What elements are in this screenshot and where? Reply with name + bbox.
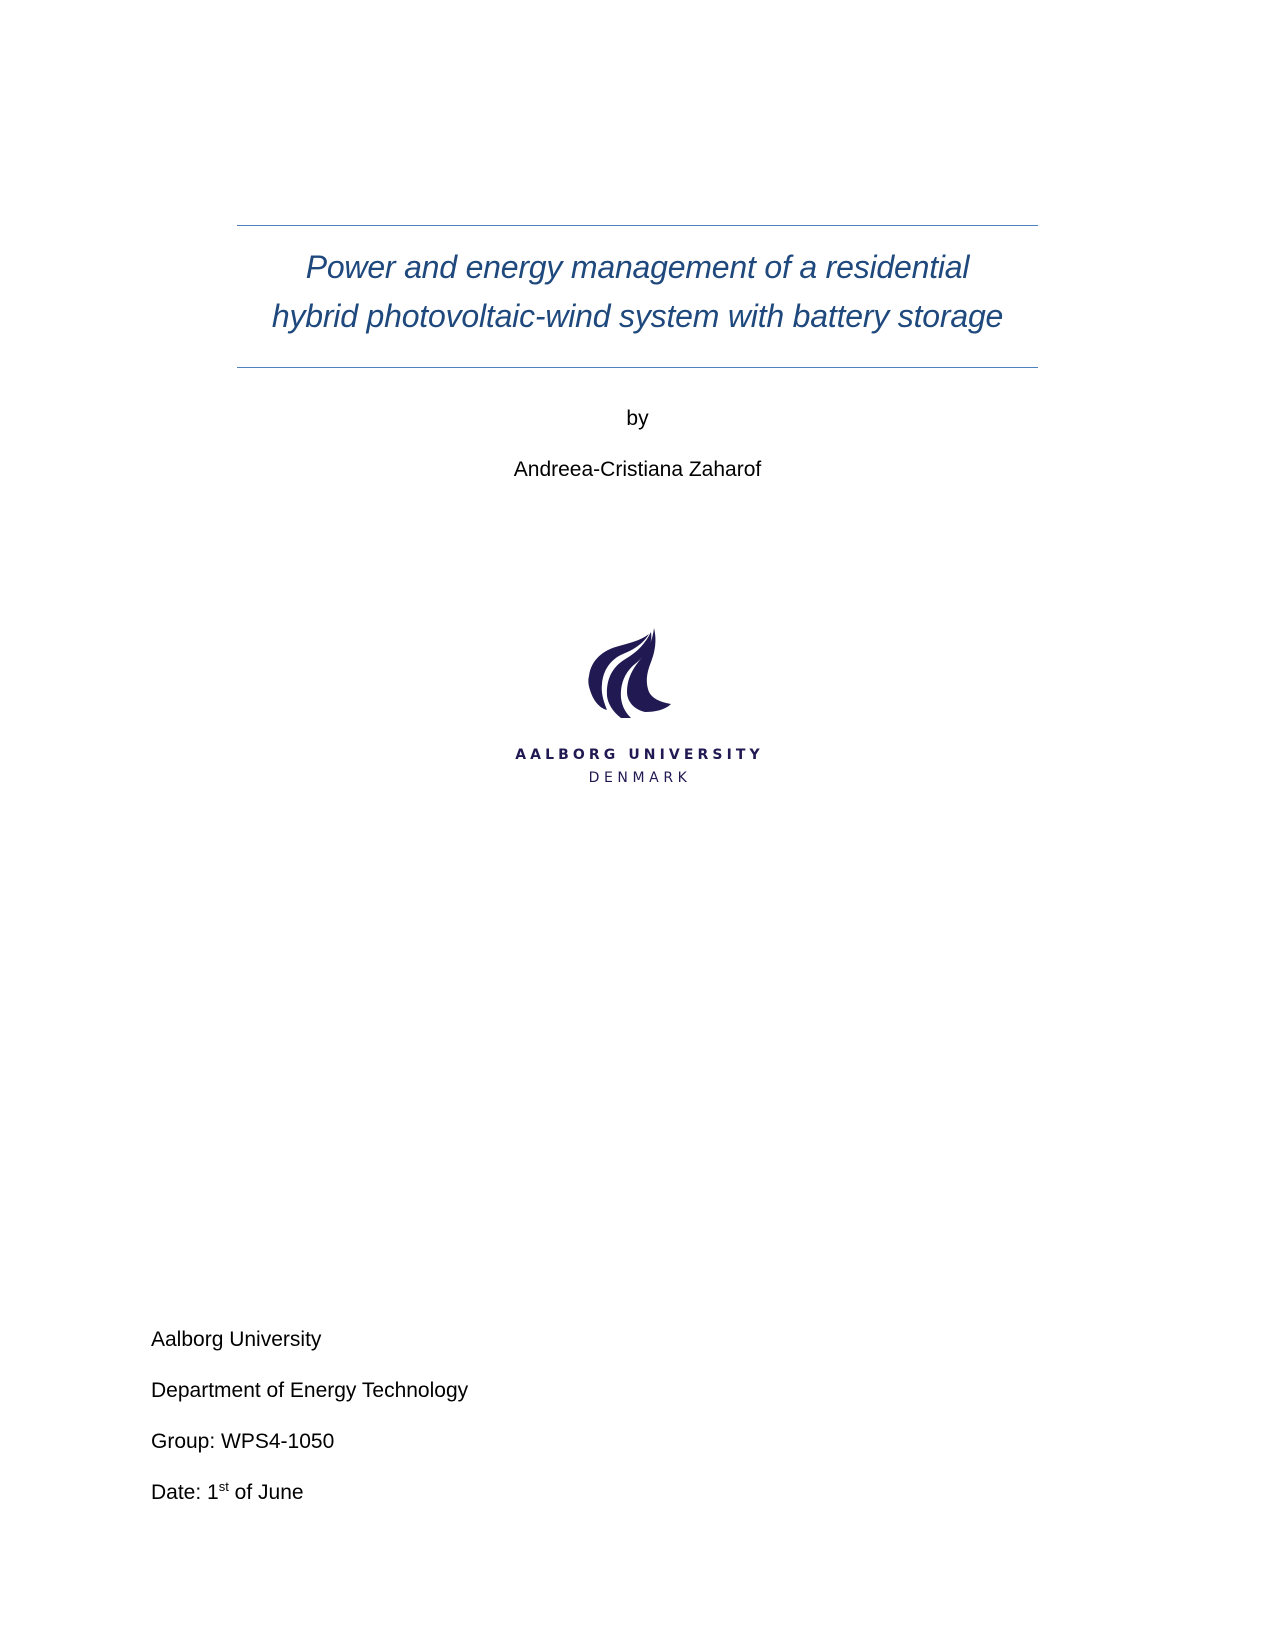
document-title [237,243,1038,341]
submission-date [151,1467,468,1518]
logo-country: DENMARK [588,770,692,786]
title-line-2: hybrid photovoltaic-wind system with battery storage [271,298,1004,334]
date-ordinal: st [218,1479,229,1494]
date-suffix: of June [228,1481,304,1504]
aalborg-university-logo-icon [587,626,675,718]
date-prefix: Date: 1 [151,1481,219,1504]
by-label: by [626,407,649,430]
title-top-rule [237,225,1038,226]
title-line-1: Power and energy management of a residential [305,249,970,285]
document-details [151,1314,468,1518]
department-name: Department of Energy Technology [151,1379,469,1402]
group-id: Group: WPS4-1050 [151,1430,335,1453]
author-name: Andreea-Cristiana Zaharof [513,458,762,481]
logo-wordmark: AALBORG UNIVERSITY [515,747,764,763]
university-name: Aalborg University [151,1328,322,1351]
title-bottom-rule [237,367,1038,368]
